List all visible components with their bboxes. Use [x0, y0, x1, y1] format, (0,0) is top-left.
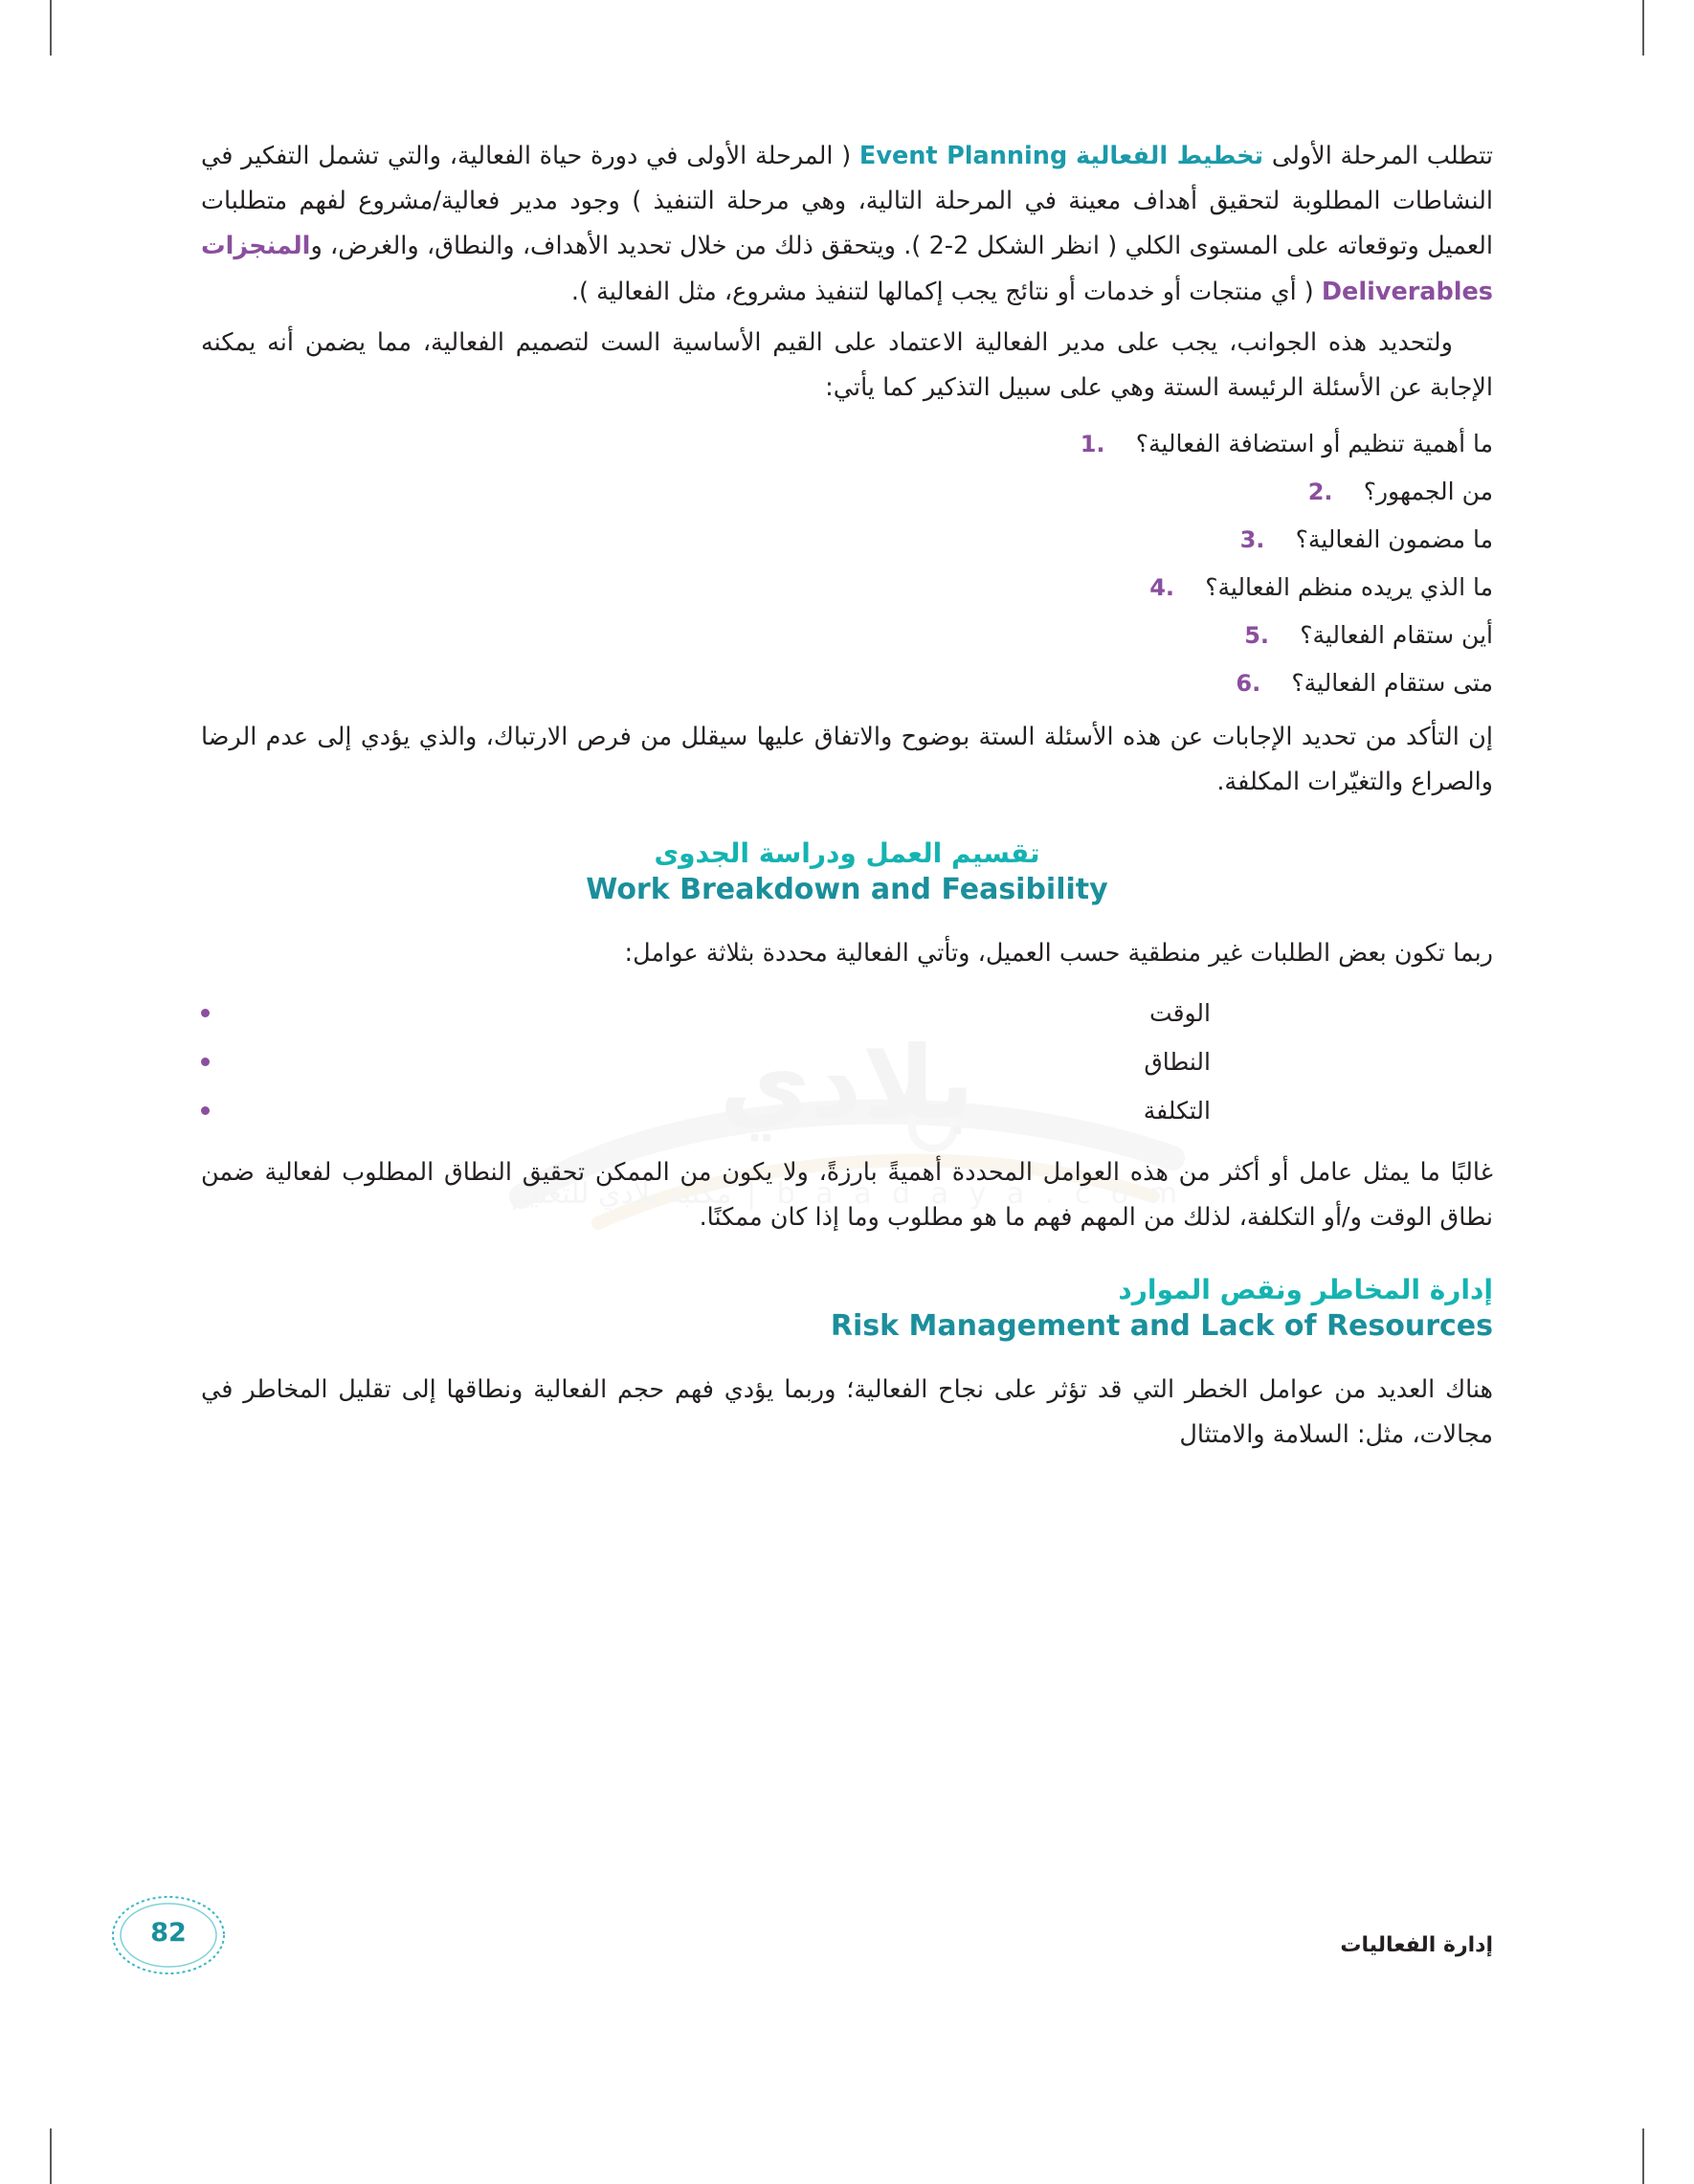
- page-number-badge: [107, 1883, 230, 1987]
- p1-part-a: تتطلب المرحلة الأولى: [1263, 142, 1493, 170]
- bullet-dot-icon: [201, 1009, 210, 1017]
- p1-part-c: ( أي منتجات أو خدمات أو نتائج يجب إكمالها لتنفيذ مشروع، مثل الفعالية ).: [570, 277, 1322, 306]
- section-heading-en-risk-management: Risk Management and Lack of Resources: [830, 1308, 1493, 1343]
- question-number: 2.: [1307, 479, 1333, 506]
- paragraph-constraints: غالبًا ما يمثل عامل أو أكثر من هذه العوامل المحددة أهميةً بارزةً، ولا يكون من الممكن تحقيق النطاق المطلوب لفعالية ضمن نطاق الوقت و/أو التكلفة، لذلك من المهم فهم ما هو مطلوب وما إذا كان ممكنًا.: [201, 1158, 1493, 1233]
- question-text: ما مضمون الفعالية؟: [1295, 525, 1493, 554]
- bullet-text: النطاق: [1144, 1047, 1211, 1076]
- list-item: [201, 420, 1493, 468]
- question-number: 6.: [1236, 670, 1261, 698]
- question-text: من الجمهور؟: [1363, 478, 1493, 506]
- term-event-planning-en: Event Planning: [858, 142, 1068, 170]
- bullet-dot-icon: [201, 1058, 210, 1066]
- paragraph-event-planning: [201, 134, 1493, 315]
- crop-mark-bottom-left: [50, 2128, 52, 2184]
- paragraph-three-factors: ربما تكون بعض الطلبات غير منطقية حسب العميل، وتأتي الفعالية محددة بثلاثة عوامل:: [624, 939, 1493, 969]
- list-item: [201, 1086, 1493, 1135]
- term-deliverables-en: Deliverables: [1321, 277, 1493, 306]
- list-item: [201, 989, 1493, 1037]
- list-item: [201, 612, 1493, 659]
- question-text: ما الذي يريده منظم الفعالية؟: [1205, 573, 1493, 602]
- question-number: 3.: [1239, 526, 1265, 554]
- p1-part-b: ( المرحلة الأولى في دورة حياة الفعالية، والتي تشمل التفكير في النشاطات المطلوبة لتحقيق أهداف معينة في المرحلة التالية، وهي مرحلة التنفيذ ) وجود مدير فعالية/مشروع لفهم متطلبات العميل وتوقعاته على المستوى الكلي ( انظر الشكل 2-2 ). ويتحقق ذلك من خلال تحديد الأهداف، والنطاق، والغرض، و: [201, 142, 1493, 261]
- question-text: ما أهمية تنظيم أو استضافة الفعالية؟: [1135, 430, 1493, 458]
- watermark-sub-text: b a a d a y a . c o m | مكتبة بلادي للتعليم: [510, 1177, 1184, 1211]
- term-deliverables-ar: المنجزات: [201, 232, 311, 261]
- factors-bullet-list: [201, 989, 1493, 1136]
- bullet-text: التكلفة: [1143, 1097, 1211, 1125]
- list-item: [201, 659, 1493, 707]
- page-number: 82: [150, 1918, 187, 1948]
- page-content: [201, 134, 1493, 1463]
- question-text: أين ستقام الفعالية؟: [1300, 621, 1493, 650]
- section-heading-ar-work-breakdown: تقسيم العمل ودراسة الجدوى: [654, 837, 1040, 870]
- paragraph-clarity-agreement: إن التأكد من تحديد الإجابات عن هذه الأسئلة الستة بوضوح والاتفاق عليها سيقلل من فرص الارتباك، والذي يؤدي إلى عدم الرضا والصراع والتغيّرات المكلفة.: [201, 723, 1493, 797]
- list-item: [201, 564, 1493, 612]
- paragraph-six-core-values: ولتحديد هذه الجوانب، يجب على مدير الفعالية الاعتماد على القيم الأساسية الست لتصميم الفعالية، مما يضمن أنه يمكنه الإجابة عن الأسئلة الرئيسة الستة وهي على سبيل التذكير كما يأتي:: [201, 327, 1493, 402]
- question-number: 5.: [1244, 622, 1270, 650]
- list-item: [201, 468, 1493, 516]
- bullet-text: الوقت: [1149, 998, 1211, 1027]
- bullet-dot-icon: [201, 1106, 210, 1115]
- list-item: [201, 1037, 1493, 1086]
- crop-mark-top-left: [50, 0, 52, 56]
- section-heading-ar-risk-management: إدارة المخاطر ونقص الموارد: [1118, 1273, 1493, 1305]
- paragraph-risk-factors: هناك العديد من عوامل الخطر التي قد تؤثر على نجاح الفعالية؛ وربما يؤدي فهم حجم الفعالية ونطاقها إلى تقليل المخاطر في مجالات، مثل: السلامة والامتثال: [201, 1374, 1493, 1449]
- question-text: متى ستقام الفعالية؟: [1291, 669, 1493, 698]
- crop-mark-bottom-right: [1642, 2128, 1644, 2184]
- question-number: 1.: [1080, 431, 1105, 458]
- term-event-planning-ar: تخطيط الفعالية: [1075, 142, 1264, 170]
- list-item: [201, 516, 1493, 564]
- question-number: 4.: [1149, 574, 1175, 602]
- questions-list: [201, 420, 1493, 707]
- crop-mark-top-right: [1642, 0, 1644, 56]
- watermark-main-text: بلادي: [719, 1024, 975, 1141]
- section-heading-en-work-breakdown: Work Breakdown and Feasibility: [586, 873, 1108, 907]
- footer-chapter-label: إدارة الفعاليات: [1340, 1933, 1493, 1957]
